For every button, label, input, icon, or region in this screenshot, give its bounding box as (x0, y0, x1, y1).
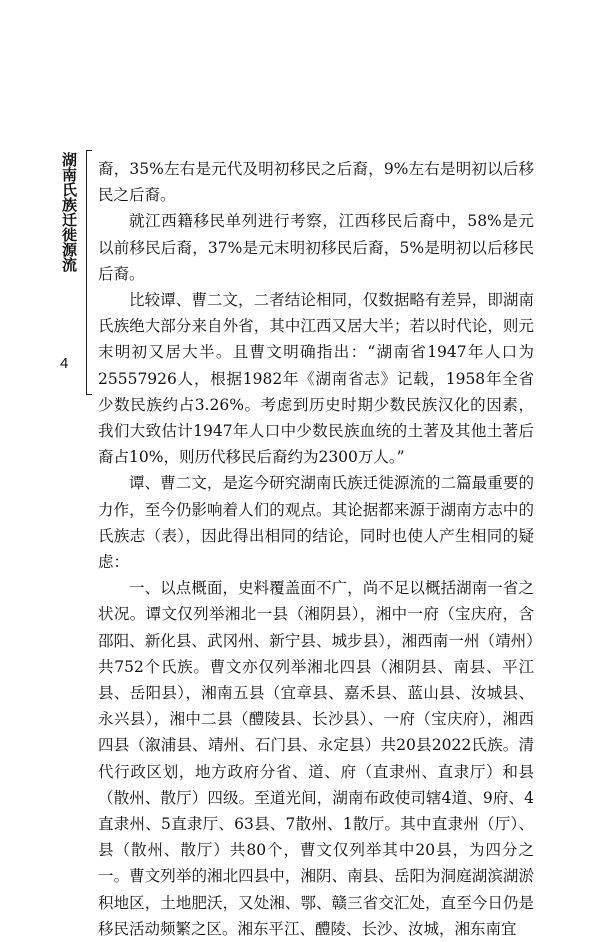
page-number: 4 (60, 355, 69, 372)
paragraph-2: 就江西籍移民单列进行考察，江西移民后裔中，58%是元以前移民后裔，37%是元末明初移民后裔，5%是明初以后移民后裔。 (98, 212, 534, 283)
paragraph-5: 一、以点概面，史料覆盖面不广，尚不足以概括湖南一省之状况。谭文仅列举湘北一县（湘阴县），湘中一府（宝庆府，含邵阳、新化县、武冈州、新宁县、城步县），湘西南一州（靖州）共752个氏族。曹文亦仅列举湘北四县（湘阴县、南县、平江县、岳阳县），湘南五县（宜章县、嘉禾县、蓝山县、汝城县、永兴县），湘中二县（醴陵县、长沙县）、一府（宝庆府），湘西四县（溆浦县、靖州、石门县、永定县）共20县2022氏族。清代行政区划，地方政府分省、道、府（直隶州、直隶厅）和县（散州、散厅）四级。至道光间，湖南布政使司辖4道、9府、4直隶州、5直隶厅、63县、7散州、1散厅。其中直隶州（厅）、县（散州、散厅）共80个，曹文仅列举其中20县，为四分之一。曹文列举的湘北四县中，湘阴、南县、岳阳为洞庭湖滨湖淤积地区，土地肥沃，又处湘、鄂、赣三省交汇处，直至今日仍是移民活动频繁之区。湘东平江、醴陵、长沙、汝城，湘东南宜 (98, 579, 534, 938)
body-text (98, 156, 534, 942)
running-title: 湖南氏族迁徙源流 (60, 152, 78, 272)
running-head-sidebar (60, 152, 78, 272)
paragraph-4: 谭、曹二文，是迄今研究湖南氏族迁徙源流的二篇最重要的力作，至今仍影响着人们的观点。其论据都来源于湖南方志中的氏族志（表），因此得出相同的结论，同时也使人产生相同的疑虑： (98, 474, 534, 572)
paragraph-1: 裔，35%左右是元代及明初移民之后裔，9%左右是明初以后移民之后裔。 (98, 160, 534, 205)
margin-rule (86, 150, 87, 395)
paragraph-3: 比较谭、曹二文，二者结论相同，仅数据略有差异，即湖南氏族绝大部分来自外省，其中江西又居大半；若以时代论，则元末明初又居大半。且曹文明确指出：“湖南省1947年人口为25557926人，根据1982年《湖南省志》记载，1958年全省少数民族约占3.26%。考虑到历史时期少数民族汉化的因素，我们大致估计1947年人口中少数民族血统的土著及其他土著后裔占10%，则历代移民后裔约为2300万人。” (98, 291, 534, 467)
margin-rule-tick (86, 394, 92, 395)
margin-rule-tick (86, 150, 92, 151)
